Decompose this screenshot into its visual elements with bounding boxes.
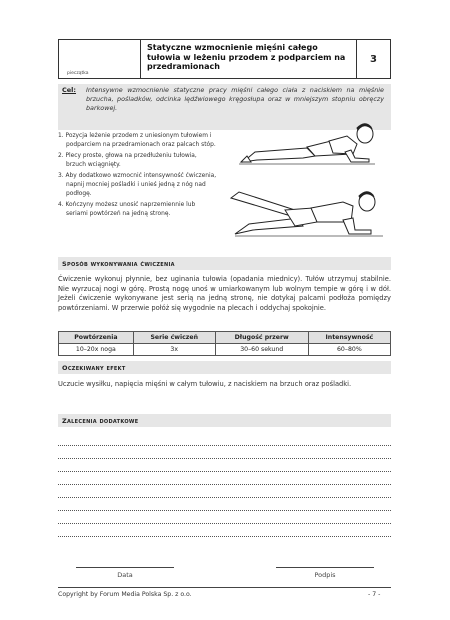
footer-divider: [58, 587, 391, 588]
notes-line[interactable]: [58, 535, 391, 537]
plank-figure: [239, 124, 375, 164]
method-section-bar: [58, 257, 391, 270]
goal-label: Cel:: [62, 86, 77, 94]
table-cell: 30–60 sekund: [215, 344, 308, 356]
signature-label: Podpis: [314, 571, 336, 579]
stamp-label: pieczątka: [67, 71, 89, 76]
exercise-title: Statyczne wzmocnienie mięśni całego tułowia w leżeniu przodem z podparciem na przedramionach: [147, 43, 346, 71]
exercise-header: [58, 39, 391, 79]
notes-line[interactable]: [58, 509, 391, 511]
stamp-cell: [59, 40, 141, 78]
exercise-illustration: [225, 118, 400, 246]
table-header-cell: Powtórzenia: [59, 332, 134, 344]
parameters-table: [58, 331, 391, 356]
footer-copyright: Copyright by Forum Media Polska Sp. z o.o.: [58, 591, 192, 598]
step-item: 2. Plecy proste, głowa na przedłużeniu tułowia, brzuch wciągnięty.: [58, 153, 197, 168]
notes-line[interactable]: [58, 444, 391, 446]
method-text: Ćwiczenie wykonuj płynnie, bez uginania tułowia (opadania miednicy). Tułów utrzymuj stabilnie. Nie wyrzucaj nogi w górę. Prostą nogę unoś w umiarkowanym lub wolnym tempie w górę i w dół. Jeżeli ćwiczenie wykonywane jest serią na jedną stronę, nie dotykaj palcami podłoża pomiędzy powtórzeniami. W przerwie połóż się wygodnie na plecach i oddychaj spokojnie.: [58, 275, 391, 312]
recommend-section-title: Zalecenia dodatkowe: [62, 417, 139, 425]
notes-line[interactable]: [58, 496, 391, 498]
notes-line[interactable]: [58, 457, 391, 459]
notes-line[interactable]: [58, 522, 391, 524]
table-header-cell: Długość przerw: [215, 332, 308, 344]
notes-line[interactable]: [58, 483, 391, 485]
date-label: Data: [117, 571, 133, 579]
table-header-cell: Intensywność: [308, 332, 390, 344]
expected-text: Uczucie wysiłku, napięcia mięśni w całym tułowiu, z naciskiem na brzuch oraz pośladki.: [58, 380, 352, 388]
plank-leg-raise-figure: [231, 192, 383, 236]
recommend-section-bar: [58, 414, 391, 427]
expected-section-title: Oczekiwany efekt: [62, 364, 126, 372]
table-cell: 60–80%: [308, 344, 390, 356]
page-number: - 7 -: [368, 591, 381, 598]
steps-list: [58, 132, 218, 221]
date-line[interactable]: [76, 567, 174, 568]
signature-line[interactable]: [276, 567, 374, 568]
step-item: 1. Pozycja leżenie przodem z uniesionym tułowiem i podparciem na przedramionach oraz palcach stóp.: [58, 133, 216, 148]
step-item: 4. Kończyny możesz unosić naprzemiennie lub seriami powtórzeń na jedną stronę.: [58, 202, 196, 217]
table-row: [59, 344, 391, 356]
table-cell: 10–20x noga: [59, 344, 134, 356]
exercise-number: 3: [356, 40, 390, 78]
step-item: 3. Aby dodatkowo wzmocnić intensywność ćwiczenia, napnij mocniej pośladki i unieś jedną z nóg nad podłogę.: [58, 173, 217, 197]
table-cell: 3x: [133, 344, 215, 356]
expected-section-bar: [58, 361, 391, 374]
method-section-title: Sposób wykonywania ćwiczenia: [62, 260, 175, 268]
goal-text: Intensywne wzmocnienie statyczne pracy mięśni całego ciała z naciskiem na mięśnie brzucha, pośladków, odcinka lędźwiowego kręgosłupa oraz w mniejszym stopniu obręczy barkowej.: [86, 86, 384, 113]
notes-line[interactable]: [58, 470, 391, 472]
table-header-cell: Serie ćwiczeń: [133, 332, 215, 344]
table-header-row: [59, 332, 391, 344]
